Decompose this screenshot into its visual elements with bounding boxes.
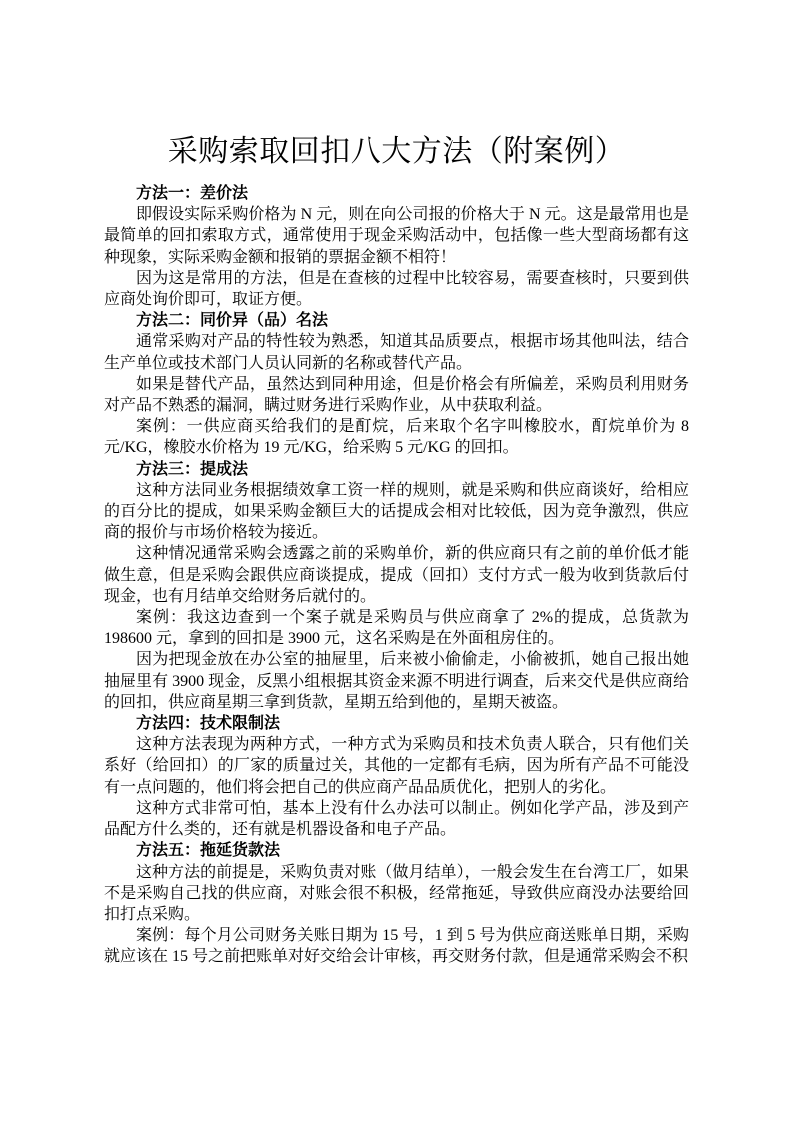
section-heading: 方法五：拖延货款法 [136,842,281,860]
method-section-2 [104,310,689,458]
document-title: 采购索取回扣八大方法（附案例） [167,135,626,168]
paragraph: 案例：我这边查到一个案子就是采购员与供应商拿了 2%的提成，总货款为 198600 元，拿到的回扣是 3900 元，这名采购是在外面租房住的。 [104,609,689,648]
section-heading: 方法二：同价异（品）名法 [136,312,329,330]
section-heading: 方法一：差价法 [136,185,249,202]
method-section-5 [104,840,689,967]
section-heading: 方法四：技术限制法 [136,715,281,733]
paragraph: 案例：每个月公司财务关账日期为 15 号，1 到 5 号为供应商送账单日期，采购就应该在 15 号之前把账单对好交给会计审核，再交财务付款，但是通常采购会不积 [104,927,689,966]
paragraph: 这种方法表现为两种方式，一种方式为采购员和技术负责人联合，只有他们关系好（给回扣）的厂家的质量过关，其他的一定都有毛病，因为所有产品不可能没有一点问题的，他们将会把自己的供应商产品品质优化，把别人的劣化。 [104,736,689,796]
method-section-3 [104,459,689,713]
paragraph: 这种情况通常采购会透露之前的采购单价，新的供应商只有之前的单价低才能做生意，但是采购会跟供应商谈提成，提成（回扣）支付方式一般为收到货款后付现金，也有月结单交给财务后就付的。 [104,545,689,605]
document-body [104,183,689,968]
section-heading: 方法三：提成法 [136,460,249,478]
method-section-4 [104,713,689,840]
paragraph: 因为这是常用的方法，但是在查核的过程中比较容易，需要查核时，只要到供应商处询价即可，取证方便。 [104,269,689,309]
paragraph: 如果是替代产品，虽然达到同种用途，但是价格会有所偏差，采购员利用财务对产品不熟悉的漏洞，瞒过财务进行采购作业，从中获取利益。 [104,375,689,415]
method-section-1 [104,183,689,310]
paragraph: 这种方法同业务根据绩效拿工资一样的规则，就是采购和供应商谈好，给相应的百分比的提成，如果采购金额巨大的话提成会相对比较低，因为竞争激烈，供应商的报价与市场价格较为接近。 [104,481,689,542]
paragraph: 即假设实际采购价格为 N 元，则在向公司报的价格大于 N 元。这是最常用也是最简单的回扣索取方式，通常使用于现金采购活动中，包括像一些大型商场都有这种现象，实际采购金额和报销的票据金额不相符！ [104,206,689,266]
paragraph: 因为把现金放在办公室的抽屉里，后来被小偷偷走，小偷被抓，她自己报出她抽屉里有 3900 现金，反黑小组根据其资金来源不明进行调查，后来交代是供应商给的回扣，供应商星期三拿到货款，星期五给到他的，星期天被盗。 [104,651,689,711]
paragraph: 这种方法的前提是，采购负责对账（做月结单），一般会发生在台湾工厂，如果不是采购自己找的供应商，对账会很不积极，经常拖延，导致供应商没办法要给回扣打点采购。 [104,863,689,923]
paragraph: 通常采购对产品的特性较为熟悉，知道其品质要点，根据市场其他叫法，结合生产单位或技术部门人员认同新的名称或替代产品。 [104,333,689,372]
paragraph: 这种方式非常可怕，基本上没有什么办法可以制止。例如化学产品，涉及到产品配方什么类的，还有就是机器设备和电子产品。 [104,799,689,839]
paragraph: 案例：一供应商买给我们的是酊烷，后来取个名字叫橡胶水，酊烷单价为 8 元/KG，橡胶水价格为 19 元/KG，给采购 5 元/KG 的回扣。 [104,418,689,457]
